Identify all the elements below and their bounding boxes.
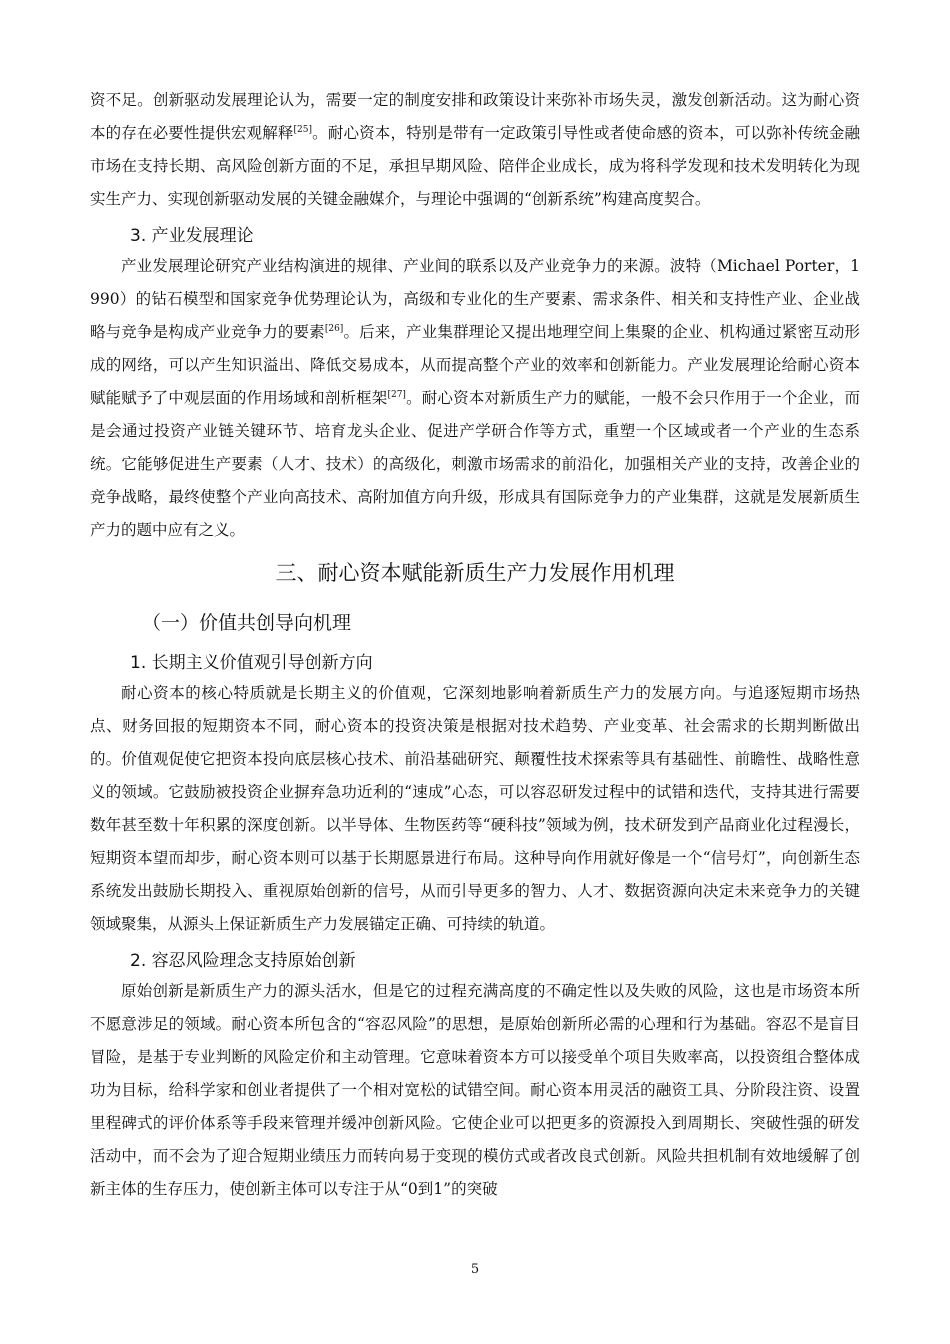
- section-heading-3: 三、耐心资本赋能新质生产力发展作用机理: [275, 561, 675, 585]
- paragraph-long-termism: 耐心资本的核心特质就是长期主义的价值观，它深刻地影响着新质生产力的发展方向。与追逐短期市场热点、财务回报的短期资本不同，耐心资本的投资决策是根据对技术趋势、产业变革、社会需求的长期判断做出的。价值观促使它把资本投向底层核心技术、前沿基础研究、颠覆性技术探索等具有基础性、前瞻性、战略性意义的领域。它鼓励被投资企业摒弃急功近利的“速成”心态，可以容忍研发过程中的试错和迭代，支持其进行需要数年甚至数十年积累的深度创新。以半导体、生物医药等“硬科技”领域为例，技术研发到产品商业化过程漫长，短期资本望而却步，耐心资本则可以基于长期愿景进行布局。这种导向作用就好像是一个“信号灯”，向创新生态系统发出鼓励长期投入、重视原始创新的信号，从而引导更多的智力、人才、数据资源向决定未来竞争力的关键领域聚集，从源头上保证新质生产力发展锚定正确、可持续的轨道。: [90, 684, 860, 933]
- paragraph-innovation-driven-continued: [90, 84, 860, 216]
- paragraph-text: 。后来，产业集群理论又提出地理空间上集聚的企业、机构通过紧密互动形成的网络，可以产生知识溢出、降低交易成本，从而提高整个产业的效率和创新能力。产业发展理论给耐心资本赋能赋予了中观层面的作用场域和剖析框架: [90, 323, 860, 407]
- paragraph-text: 产业发展理论研究产业结构演进的规律、产业间的联系以及产业竞争力的来源。波特（Michael Porter，1990）的钻石模型和国家竞争优势理论认为，高级和专业化的生产要素、需求条件、相关和支持性产业、企业战略与竞争是构成产业竞争力的要素: [90, 257, 860, 341]
- paragraph-risk-tolerance: 原始创新是新质生产力的源头活水，但是它的过程充满高度的不确定性以及失败的风险，这也是市场资本所不愿意涉足的领域。耐心资本所包含的“容忍风险”的思想，是原始创新所必需的心理和行为基础。容忍不是盲目冒险，是基于专业判断的风险定价和主动管理。它意味着资本方可以接受单个项目失败率高，以投资组合整体成功为目标，给科学家和创业者提供了一个相对宽松的试错空间。耐心资本用灵活的融资工具、分阶段注资、设置里程碑式的评价体系等手段来管理并缓冲创新风险。它使企业可以把更多的资源投入到周期长、突破性强的研发活动中，而不会为了迎合短期业绩压力而转向易于变现的模仿式或者改良式创新。风险共担机制有效地缓解了创新主体的生存压力，使创新主体可以专注于从“0到1”的突破: [90, 982, 860, 1198]
- page-content: [90, 84, 860, 1206]
- paragraph-text: 。耐心资本对新质生产力的赋能，一般不会只作用于一个企业，而是会通过投资产业链关键环节、培育龙头企业、促进产学研合作等方式，重塑一个区域或者一个产业的生态系统。它能够促进生产要素（人才、技术）的高级化，刺激市场需求的前沿化，加强相关产业的支持，改善企业的竞争战略，最终使整个产业向高技术、高附加值方向升级，形成具有国际竞争力的产业集群，这就是发展新质生产力的题中应有之义。: [90, 389, 860, 539]
- subsection-heading-value-cocreation: （一）价值共创导向机理: [142, 612, 352, 634]
- paragraph-text: 资不足。创新驱动发展理论认为，需要一定的制度安排和政策设计来弥补市场失灵，激发创新活动。这为耐心资本的存在必要性提供宏观解释: [90, 91, 860, 142]
- page-number: 5: [470, 1262, 480, 1277]
- heading-long-termism: 1. 长期主义价值观引导创新方向: [130, 653, 373, 673]
- heading-industry-development-theory: 3. 产业发展理论: [130, 226, 254, 246]
- citation-27: [27]: [387, 389, 406, 400]
- citation-26: [26]: [324, 323, 344, 334]
- paragraph-industry-development: [90, 250, 860, 547]
- heading-risk-tolerance: 2. 容忍风险理念支持原始创新: [130, 951, 356, 971]
- citation-25: [25]: [293, 124, 313, 135]
- paragraph-text: 。耐心资本，特别是带有一定政策引导性或者使命感的资本，可以弥补传统金融市场在支持长期、高风险创新方面的不足，承担早期风险、陪伴企业成长，成为将科学发现和技术发明转化为现实生产力、实现创新驱动发展的关键金融媒介，与理论中强调的“创新系统”构建高度契合。: [90, 124, 860, 208]
